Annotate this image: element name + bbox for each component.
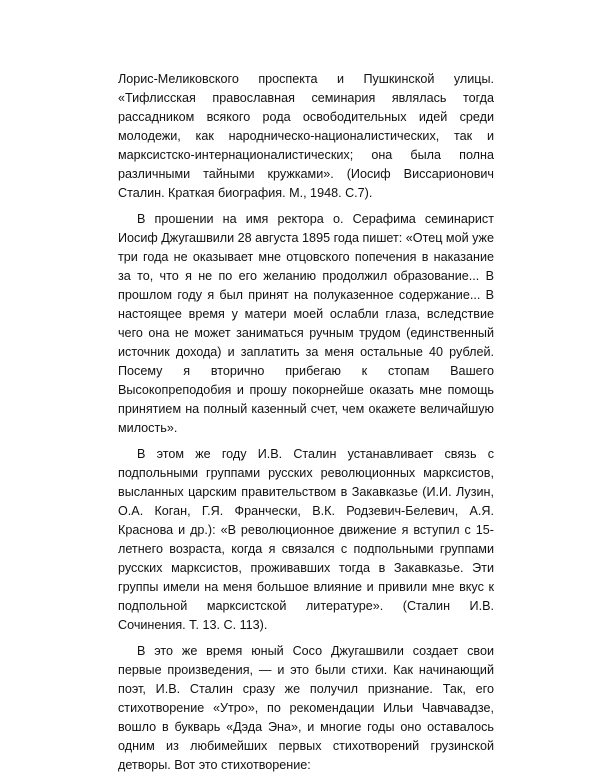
book-page	[118, 70, 494, 782]
paragraph-1: Лорис-Меликовского проспекта и Пушкинской улицы. «Тифлисская православная семинария являлась тогда рассадником всякого рода освободительных идей среди молодежи, как народническо-националистических, так и марксистско-интернационалистических; она была полна различными тайными кружками». (Иосиф Виссарионович Сталин. Краткая биография. М., 1948. С.7).	[118, 72, 494, 200]
paragraph-2: В прошении на имя ректора о. Серафима семинарист Иосиф Джугашвили 28 августа 1895 года пишет: «Отец мой уже три года не оказывает мне отцовского попечения в наказание за то, что я не по его желанию продолжил образование... В прошлом году я был принят на полуказенное содержание... В настоящее время у матери моей ослабли глаза, вследствие чего она не может заниматься ручным трудом (единственный источник дохода) и заплатить за меня остальные 40 рублей. Посему я вторично прибегаю к стопам Вашего Высокопреподобия и прошу покорнейше оказать мне помощь принятием на полный казенный счет, чем окажете величайшую милость».	[118, 212, 494, 435]
paragraph-4: В это же время юный Сосо Джугашвили создает свои первые произведения, — и это были стихи. Как начинающий поэт, И.В. Сталин сразу же получил признание. Так, его стихотворение «Утро», по рекомендации Ильи Чавчавадзе, вошло в букварь «Дэда Эна», и многие годы оно оставалось одним из любимейших первых стихотворений грузинской детворы. Вот это стихотворение:	[118, 644, 494, 772]
paragraph-3: В этом же году И.В. Сталин устанавливает связь с подпольными группами русских революционных марксистов, высланных царским правительством в Закавказье (И.И. Лузин, О.А. Коган, Г.Я. Франчески, В.К. Родзевич-Белевич, А.Я. Краснова и др.): «В революционное движение я вступил с 15-летнего возраста, когда я связался с подпольными группами русских марксистов, проживавших тогда в Закавказье. Эти группы имели на меня большое влияние и привили мне вкус к подпольной марксистской литературе». (Сталин И.В. Сочинения. Т. 13. С. 113).	[118, 447, 494, 632]
